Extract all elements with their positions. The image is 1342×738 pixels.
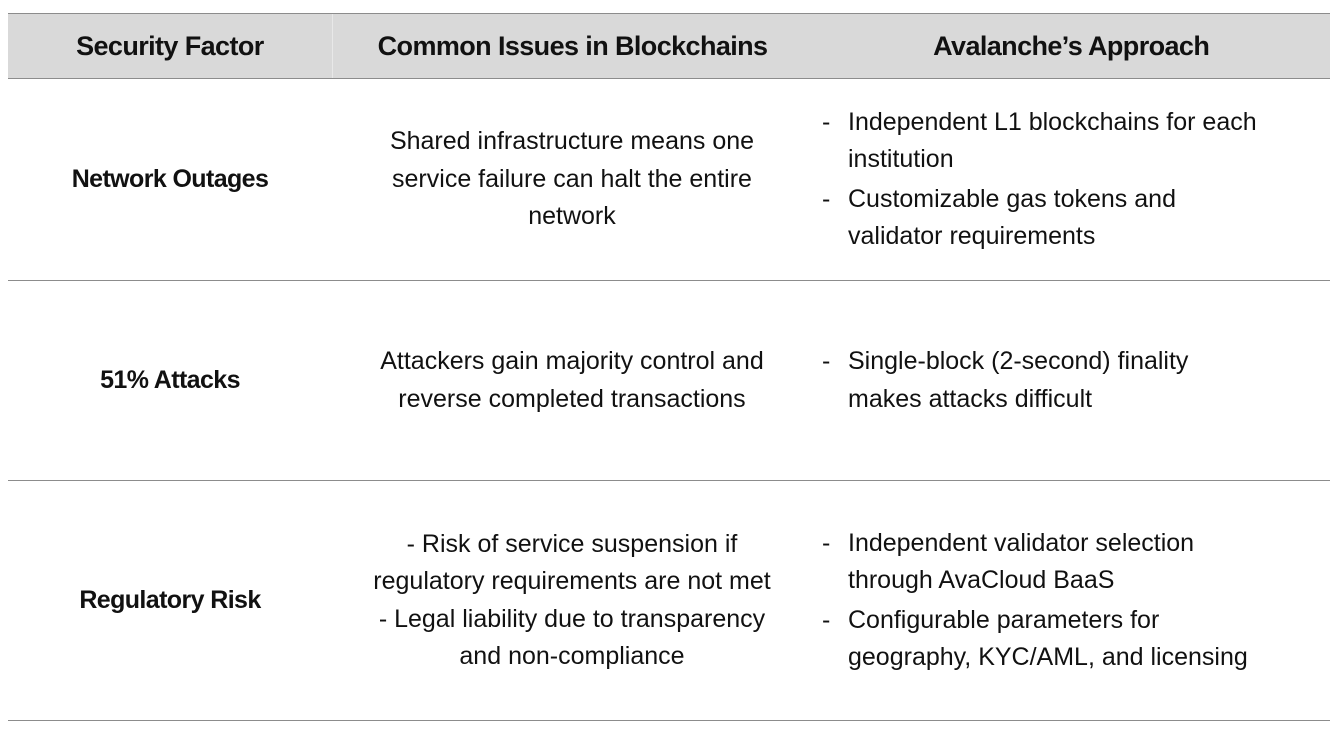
approach-bullet [822, 525, 1330, 600]
bullet-dash: - [822, 605, 831, 634]
common-issue-cell [332, 79, 812, 280]
common-issue-text: - Risk of service suspension if regulatory requirements are not met - Legal liability due to transparency and non-compliance [373, 529, 771, 670]
bullet-text: Independent validator selection through AvaCloud BaaS [848, 528, 1195, 594]
bullet-text: Single-block (2-second) finality makes attacks difficult [848, 347, 1189, 413]
security-comparison-table [8, 13, 1330, 721]
header-avalanche-approach: Avalanche’s Approach [933, 30, 1210, 61]
approach-bullet [822, 104, 1330, 179]
bullet-text: Configurable parameters for geography, KYC/AML, and licensing [848, 605, 1248, 671]
table-header-row [8, 13, 1330, 79]
security-factor-cell: Regulatory Risk [79, 586, 261, 614]
bullet-dash: - [822, 184, 831, 213]
bullet-dash: - [822, 107, 831, 136]
bullet-text: Customizable gas tokens and validator requirements [848, 184, 1176, 250]
approach-cell [812, 481, 1330, 720]
common-issue-text: Shared infrastructure means one service failure can halt the entire network [389, 127, 755, 231]
header-security-factor: Security Factor [76, 30, 264, 61]
approach-cell [812, 79, 1330, 280]
table-row [8, 481, 1330, 721]
approach-bullet [822, 181, 1330, 256]
bullet-dash: - [822, 528, 831, 557]
approach-bullet [822, 343, 1330, 418]
approach-bullet [822, 602, 1330, 677]
bullet-dash: - [822, 347, 831, 375]
bullet-text: Independent L1 blockchains for each institution [848, 107, 1257, 173]
common-issue-text: Attackers gain majority control and reverse completed transactions [380, 347, 764, 413]
security-factor-cell: Network Outages [71, 165, 269, 193]
header-common-issues: Common Issues in Blockchains [332, 14, 813, 78]
table-row [8, 79, 1330, 281]
security-factor-cell: 51% Attacks [100, 366, 240, 394]
common-issue-cell [332, 281, 812, 480]
approach-cell [812, 281, 1330, 480]
table-row [8, 281, 1330, 481]
common-issue-cell [332, 481, 812, 720]
